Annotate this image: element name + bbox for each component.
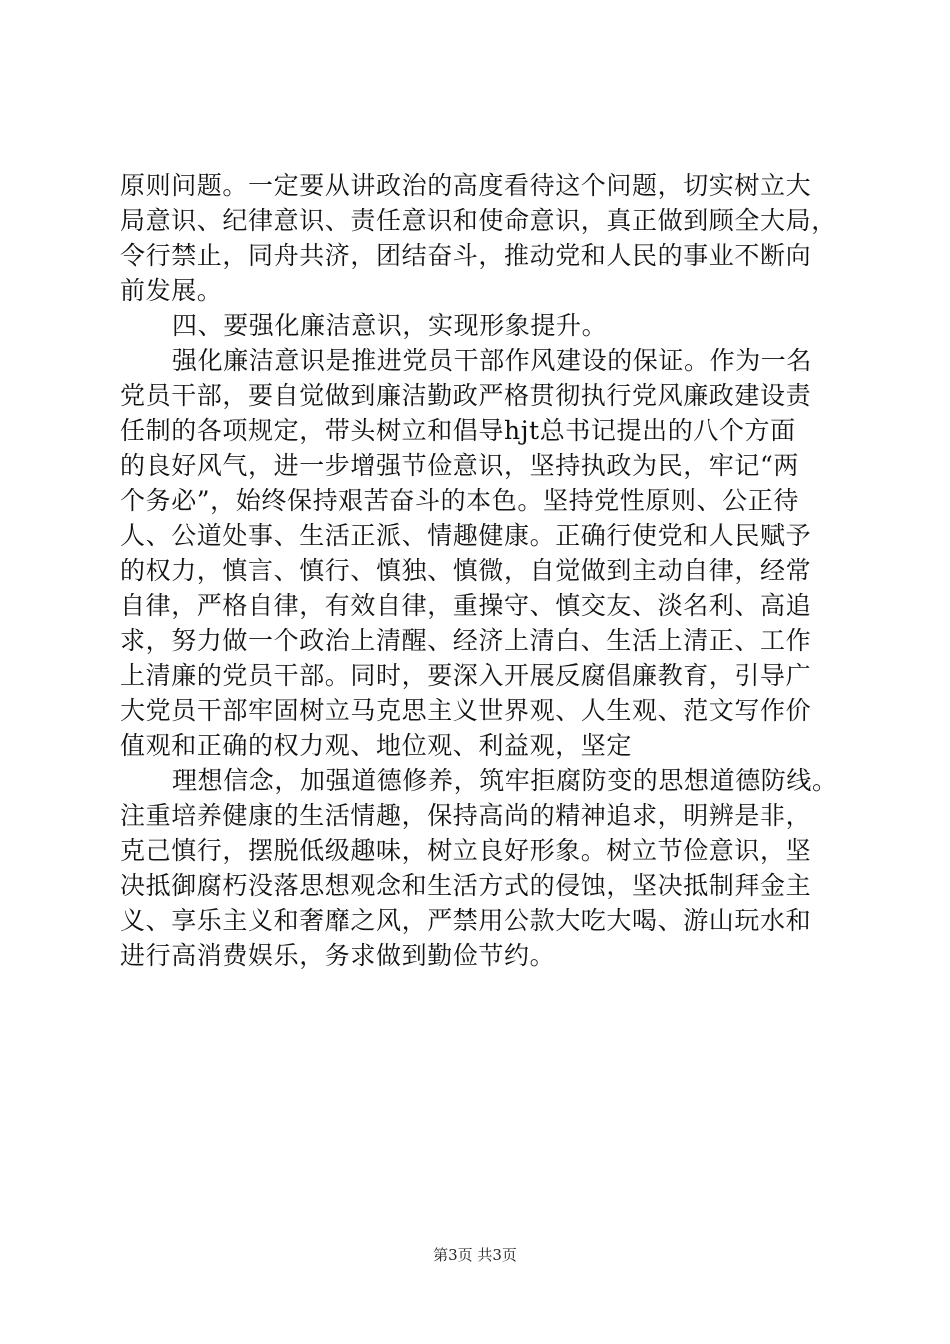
text-line: 个务必”，始终保持艰苦奋斗的本色。坚持党性原则、公正待 [120, 486, 799, 515]
document-body [120, 168, 840, 973]
text-line: 任制的各项规定，带头树立和倡导hjt总书记提出的八个方面 [120, 416, 796, 445]
section-heading: 四、要强化廉洁意识，实现形象提升。 [172, 311, 608, 340]
page-number-footer: 第3页 共3页 [433, 1246, 517, 1264]
text-line: 自律，严格自律，有效自律，重操守、慎交友、淡名利、高追 [120, 591, 812, 620]
text-line: 的权力，慎言、慎行、慎独、慎微，自觉做到主动自律，经常 [120, 556, 812, 585]
text-line: 克己慎行，摆脱低级趣味，树立良好形象。树立节俭意识，坚 [120, 836, 812, 865]
text-line: 义、享乐主义和奢靡之风，严禁用公款大吃大喝、游山玩水和 [120, 906, 812, 935]
text-line: 注重培养健康的生活情趣，保持高尚的精神追求，明辨是非， [120, 801, 812, 830]
text-line: 理想信念，加强道德修养，筑牢拒腐防变的思想道德防线。 [172, 766, 838, 795]
text-line: 前发展。 [120, 276, 223, 305]
text-line: 原则问题。一定要从讲政治的高度看待这个问题，切实树立大 [120, 171, 812, 200]
text-line: 人、公道处事、生活正派、情趣健康。正确行使党和人民赋予 [120, 521, 812, 550]
text-line: 值观和正确的权力观、地位观、利益观，坚定 [120, 731, 633, 760]
text-line: 大党员干部牢固树立马克思主义世界观、人生观、范文写作价 [120, 696, 812, 725]
text-line: 局意识、纪律意识、责任意识和使命意识，真正做到顾全大局， [120, 206, 837, 235]
text-line: 求，努力做一个政治上清醒、经济上清白、生活上清正、工作 [120, 626, 812, 655]
text-line: 进行高消费娱乐，务求做到勤俭节约。 [120, 941, 556, 970]
text-line: 令行禁止，同舟共济，团结奋斗，推动党和人民的事业不断向 [120, 241, 812, 270]
text-line: 决抵御腐朽没落思想观念和生活方式的侵蚀，坚决抵制拜金主 [120, 871, 812, 900]
text-line: 上清廉的党员干部。同时，要深入开展反腐倡廉教育，引导广 [120, 661, 812, 690]
text-line: 强化廉洁意识是推进党员干部作风建设的保证。作为一名 [172, 346, 813, 375]
text-line: 党员干部，要自觉做到廉洁勤政严格贯彻执行党风廉政建设责 [120, 381, 812, 410]
text-line: 的良好风气，进一步增强节俭意识，坚持执政为民，牢记“两 [120, 451, 799, 480]
